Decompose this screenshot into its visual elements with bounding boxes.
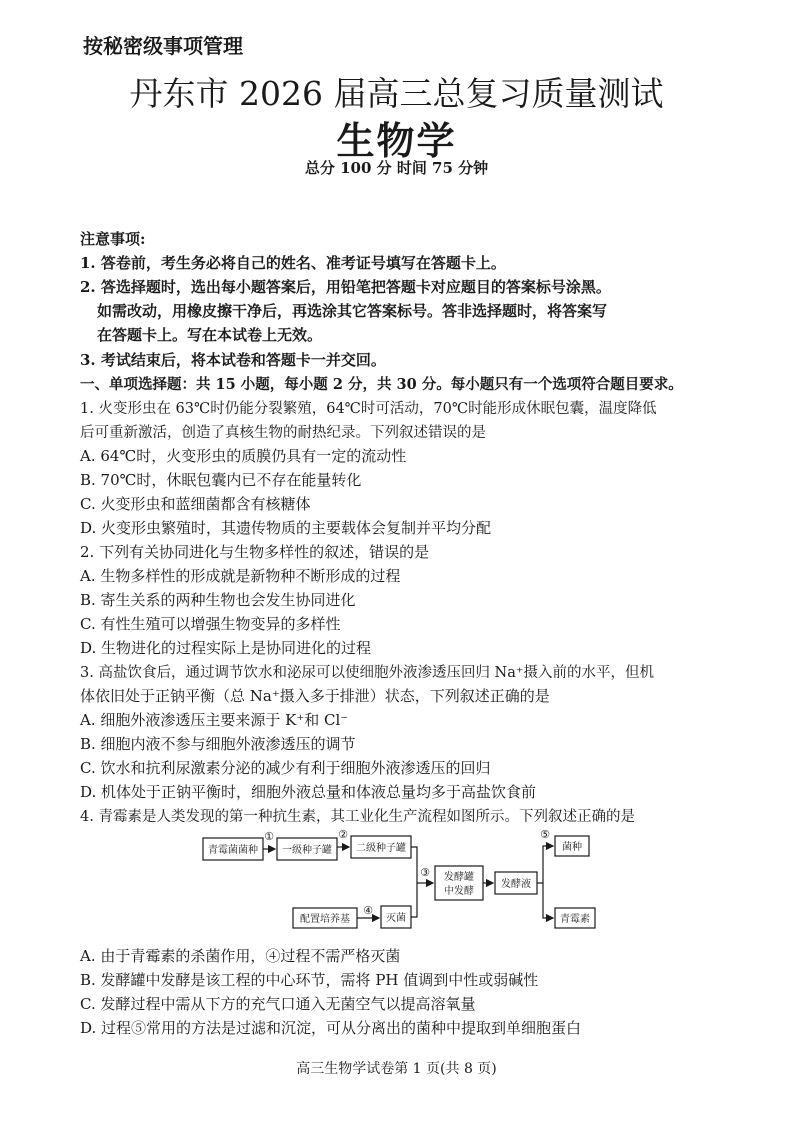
notes-item: 1. 答卷前，考生务必将自己的姓名、准考证号填写在答题卡上。 <box>80 254 506 272</box>
question-option: A. 由于青霉素的杀菌作用，④过程不需严格灭菌 <box>80 947 401 965</box>
label-medium: 配置培养基 <box>300 914 350 925</box>
question-option: A. 细胞外液渗透压主要来源于 K⁺和 Cl⁻ <box>80 711 349 729</box>
question-option: B. 发酵罐中发酵是该工程的中心环节，需将 PH 值调到中性或弱碱性 <box>80 971 539 989</box>
step-1: ① <box>264 830 274 843</box>
question-stem: 4. 青霉素是人类发现的第一种抗生素，其工业化生产流程如图所示。下列叙述正确的是 <box>80 809 635 825</box>
question-stem: 体依旧处于正钠平衡（总 Na⁺摄入多于排泄）状态，下列叙述正确的是 <box>80 687 550 705</box>
question-option: A. 64℃时，火变形虫的质膜仍具有一定的流动性 <box>80 447 407 465</box>
subject-title: 生物学 <box>336 119 457 163</box>
label-sterilize: 灭菌 <box>386 913 406 924</box>
question-option: A. 生物多样性的形成就是新物种不断形成的过程 <box>80 567 401 585</box>
arrow-3 <box>411 847 417 917</box>
question-option: B. 70℃时，休眠包囊内已不存在能量转化 <box>80 471 362 489</box>
page-footer: 高三生物学试卷第 1 页(共 8 页) <box>296 1061 497 1077</box>
notes-item: 在答题卡上。写在本试卷上无效。 <box>97 326 323 344</box>
section-heading: 一、单项选择题：共 15 小题，每小题 2 分，共 30 分。每小题只有一个选项符合题目要求。 <box>80 376 683 393</box>
question-option: B. 细胞内液不参与细胞外液渗透压的调节 <box>80 735 356 753</box>
question-stem: 2. 下列有关协同进化与生物多样性的叙述，错误的是 <box>80 543 430 561</box>
question-option: B. 寄生关系的两种生物也会发生协同进化 <box>80 591 356 609</box>
notes-item: 3. 考试结束后，将本试卷和答题卡一并交回。 <box>80 351 386 369</box>
question-option: D. 机体处于正钠平衡时，细胞外液总量和体液总量均多于高盐饮食前 <box>80 783 537 801</box>
label-broth: 发酵液 <box>501 879 531 890</box>
step-5: ⑤ <box>540 828 550 841</box>
label-seed1: 一级种子罐 <box>282 845 332 856</box>
question-stem: 后可重新激活，创造了真核生物的耐热纪录。下列叙述错误的是 <box>80 425 486 441</box>
notes-heading: 注意事项: <box>80 230 146 248</box>
label-ferment-1: 发酵罐 <box>444 872 474 883</box>
label-strain: 青霉菌菌种 <box>208 845 258 856</box>
label-penicillin: 青霉素 <box>560 914 590 925</box>
question-option: C. 饮水和抗利尿激素分泌的减少有利于细胞外液渗透压的回归 <box>80 759 491 777</box>
step-2: ② <box>338 828 348 841</box>
arrow-5-up <box>537 846 553 883</box>
label-bacteria: 菌种 <box>562 842 582 853</box>
classification-label: 按秘密级事项管理 <box>83 34 243 58</box>
step-3: ③ <box>420 866 430 879</box>
question-option: D. 火变形虫繁殖时，其遗传物质的主要载体会复制并平均分配 <box>80 519 492 537</box>
arrow-5-down <box>543 883 553 918</box>
question-option: D. 生物进化的过程实际上是协同进化的过程 <box>80 639 372 657</box>
score-time-info: 总分 100 分 时间 75 分钟 <box>304 159 489 177</box>
notes-item: 2. 答选择题时，选出每小题答案后，用铅笔把答题卡对应题目的答案标号涂黑。 <box>80 278 611 296</box>
question-option: D. 过程⑤常用的方法是过滤和沉淀，可从分离出的菌种中提取到单细胞蛋白 <box>80 1019 582 1037</box>
step-4: ④ <box>363 904 373 917</box>
question-option: C. 有性生殖可以增强生物变异的多样性 <box>80 615 341 633</box>
exam-title: 丹东市 2026 届高三总复习质量测试 <box>129 74 664 113</box>
question-stem: 3. 高盐饮食后，通过调节饮水和泌尿可以使细胞外液渗透压回归 Na⁺摄入前的水平，但机 <box>80 665 655 681</box>
question-option: C. 火变形虫和蓝细菌都含有核糖体 <box>80 495 311 513</box>
label-seed2: 二级种子罐 <box>356 843 406 854</box>
question-option: C. 发酵过程中需从下方的充气口通入无菌空气以提高溶氧量 <box>80 995 476 1013</box>
question-stem: 1. 火变形虫在 63℃时仍能分裂繁殖，64℃时可活动，70℃时能形成休眠包囊，温度降低 <box>80 401 657 417</box>
notes-item: 如需改动，用橡皮擦干净后，再选涂其它答案标号。答非选择题时，将答案写 <box>97 302 608 320</box>
label-ferment-2: 中发酵 <box>444 886 474 897</box>
penicillin-production-flowchart <box>195 826 615 938</box>
